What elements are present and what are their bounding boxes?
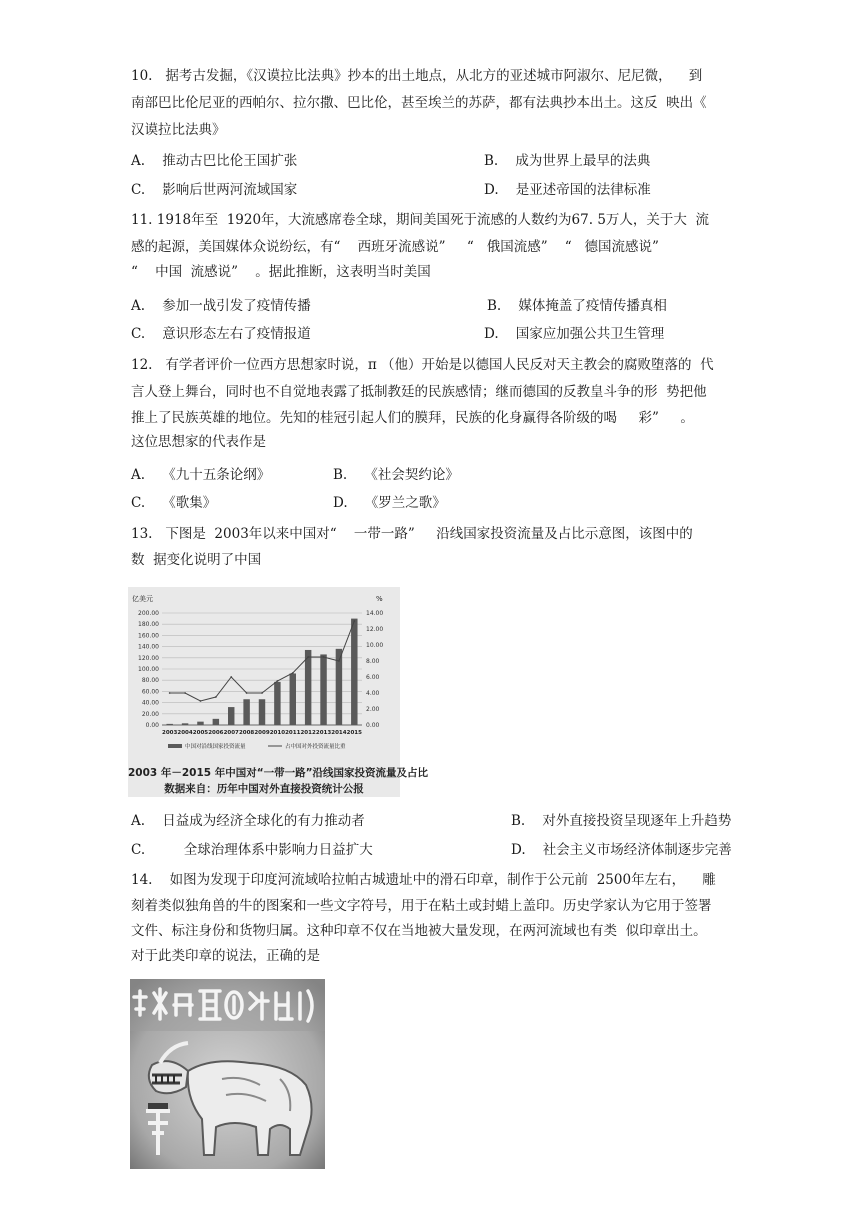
share-point-2010: [276, 680, 278, 682]
q13-option-d[interactable]: D. 社会主义市场经济体制逐步完善: [511, 842, 732, 858]
q12-option-b[interactable]: B. 《社会契约论》: [333, 467, 459, 483]
q12-option-a[interactable]: A. 《九十五条论纲》: [131, 467, 271, 483]
q14-stem-line3: 文件、标注身份和货物归属。这种印章不仅在当地被大量发现，在两河流域也有类 似印章出土。: [131, 923, 707, 939]
share-point-2015: [353, 620, 355, 622]
y-axis-right-label: %: [376, 595, 383, 603]
share-point-2011: [292, 672, 294, 674]
y-axis-left-label: 亿美元: [132, 595, 153, 603]
q10-stem-line2: 南部巴比伦尼亚的西帕尔、拉尔撒、巴比伦，甚至埃兰的苏萨，都有法典抄本出土。这反 映出《: [131, 95, 707, 111]
share-point-2014: [338, 660, 340, 662]
q13-option-a[interactable]: A. 日益成为经济全球化的有力推动者: [131, 813, 365, 829]
q12-option-c[interactable]: C. 《歌集》: [131, 495, 217, 511]
legend-line-label: 占中国对外投资流量比重: [285, 744, 346, 750]
q13-option-c[interactable]: C. 全球治理体系中影响力日益扩大: [131, 842, 373, 858]
bar-2008: [243, 699, 249, 725]
q10-stem-line1: 10. 据考古发掘，《汉谟拉比法典》抄本的出土地点，从北方的亚述城市阿淑尔、尼尼微， 到: [131, 68, 703, 84]
share-point-2012: [307, 656, 309, 658]
q13-option-b[interactable]: B. 对外直接投资呈现逐年上升趋势: [511, 813, 732, 829]
q11-option-c[interactable]: C. 意识形态左右了疫情报道: [131, 326, 311, 342]
q12-stem-line3: 推上了民族英雄的地位。先知的桂冠引起人们的膜拜，民族的化身赢得各阶级的喝 彩” 。: [131, 410, 694, 426]
x-tick-label: 2008: [238, 730, 255, 736]
y-left-tick-label: 200.00: [138, 610, 159, 617]
bar-2012: [305, 650, 311, 725]
q12-stem-line1: 12. 有学者评价一位西方思想家时说，π （他）开始是以德国人民反对天主教会的腐败堕落的 代: [131, 357, 714, 373]
q10-stem-line3: 汉谟拉比法典》: [131, 122, 226, 138]
y-left-tick-label: 180.00: [138, 621, 159, 629]
y-right-tick-label: 2.00: [366, 706, 380, 713]
q13-stem-line1: 13. 下图是 2003年以来中国对“ 一带一路” 沿线国家投资流量及占比示意图，该图中的: [131, 526, 693, 542]
q11-option-d[interactable]: D. 国家应加强公共卫生管理: [484, 326, 665, 342]
q11-stem-line3: “ 中国 流感说” 。据此推断，这表明当时美国: [131, 264, 431, 280]
y-left-tick-label: 0.00: [145, 722, 159, 729]
q10-option-b[interactable]: B. 成为世界上最早的法典: [484, 153, 651, 169]
q14-stem-line1: 14. 如图为发现于印度河流域哈拉帕古城遗址中的滑石印章，制作于公元前 2500年左右， 雕: [131, 872, 716, 888]
x-tick-label: 2015: [346, 730, 362, 736]
q11-stem-line1: 11. 1918年至 1920年，大流感席卷全球，期间美国死于流感的人数约为67. 5万人，关于大 流: [131, 212, 709, 228]
bar-2009: [259, 699, 265, 725]
y-left-tick-label: 60.00: [141, 688, 159, 696]
y-left-tick-label: 100.00: [138, 666, 159, 673]
harappan-seal-image: [130, 979, 325, 1169]
q12-stem-line4: 这位思想家的代表作是: [131, 434, 266, 450]
bar-2003: [166, 724, 172, 725]
x-tick-label: 2013: [315, 730, 332, 736]
y-right-tick-label: 4.00: [366, 690, 380, 697]
y-right-tick-label: 6.00: [366, 674, 380, 681]
chart-title: 2003 年－2015 年中国对“一带一路”沿线国家投资流量及占比: [128, 767, 429, 779]
y-right-tick-label: 8.00: [366, 658, 380, 665]
x-tick-label: 2012: [300, 730, 316, 736]
q10-option-a[interactable]: A. 推动古巴比伦王国扩张: [131, 153, 298, 169]
bar-2015: [351, 619, 357, 725]
bar-2005: [197, 722, 203, 725]
q14-stem-line2: 刻着类似独角兽的牛的图案和一些文字符号，用于在粘土或封蜡上盖印。历史学家认为它用于签署: [131, 898, 712, 914]
q11-stem-line2: 感的起源，美国媒体众说纷纭，有“ 西班牙流感说” “ 俄国流感” “ 德国流感说”: [131, 239, 659, 255]
q11-option-b[interactable]: B. 媒体掩盖了疫情传播真相: [487, 298, 667, 314]
y-right-tick-label: 12.00: [366, 626, 384, 633]
share-point-2005: [200, 700, 202, 702]
q10-option-d[interactable]: D. 是亚述帝国的法律标准: [484, 182, 651, 198]
legend-bar-label: 中国对沿线国家投资流量: [185, 744, 246, 750]
share-point-2006: [215, 696, 217, 698]
x-tick-label: 2004: [177, 730, 193, 736]
bar-2007: [228, 707, 234, 725]
share-point-2009: [261, 692, 263, 694]
bar-2010: [274, 682, 280, 725]
q14-stem-line4: 对于此类印章的说法，正确的是: [131, 948, 320, 964]
investment-chart-plot: [128, 587, 400, 757]
bar-2013: [320, 654, 326, 725]
unicorn-seal-picture: [130, 979, 325, 1169]
q12-option-d[interactable]: D. 《罗兰之歌》: [333, 495, 446, 511]
bar-2004: [182, 723, 188, 725]
y-right-tick-label: 14.00: [366, 610, 384, 617]
x-tick-label: 2010: [269, 730, 286, 736]
bar-2006: [213, 719, 219, 725]
investment-chart: [128, 587, 429, 797]
y-right-tick-label: 0.00: [366, 722, 380, 729]
x-tick-label: 2014: [331, 730, 347, 736]
y-left-tick-label: 160.00: [138, 632, 159, 640]
q12-stem-line2: 言人登上舞台，同时也不自觉地表露了抵制教廷的民族感情；继而德国的反教皇斗争的形 势把他: [131, 384, 707, 400]
x-tick-label: 2003: [162, 730, 178, 736]
share-point-2003: [169, 692, 171, 694]
q10-option-c[interactable]: C. 影响后世两河流域国家: [131, 182, 298, 198]
x-tick-label: 2007: [223, 730, 239, 736]
share-point-2013: [323, 656, 325, 658]
x-tick-label: 2011: [285, 730, 301, 736]
x-tick-label: 2009: [254, 730, 270, 736]
y-left-tick-label: 20.00: [141, 710, 159, 718]
share-point-2007: [230, 676, 232, 678]
share-point-2008: [246, 692, 248, 694]
bar-2011: [290, 673, 296, 725]
legend-bar-swatch: [168, 744, 182, 748]
y-left-tick-label: 140.00: [138, 643, 159, 651]
y-left-tick-label: 40.00: [141, 699, 159, 707]
chart-source: 数据来自：历年中国对外直接投资统计公报: [164, 783, 364, 795]
share-point-2004: [184, 692, 186, 694]
y-right-tick-label: 10.00: [366, 642, 384, 649]
x-tick-label: 2006: [208, 730, 224, 736]
x-tick-label: 2005: [192, 730, 209, 736]
y-left-tick-label: 80.00: [141, 677, 159, 685]
y-left-tick-label: 120.00: [138, 654, 159, 662]
q13-stem-line2: 数 据变化说明了中国: [131, 552, 262, 568]
q11-option-a[interactable]: A. 参加一战引发了疫情传播: [131, 298, 311, 314]
